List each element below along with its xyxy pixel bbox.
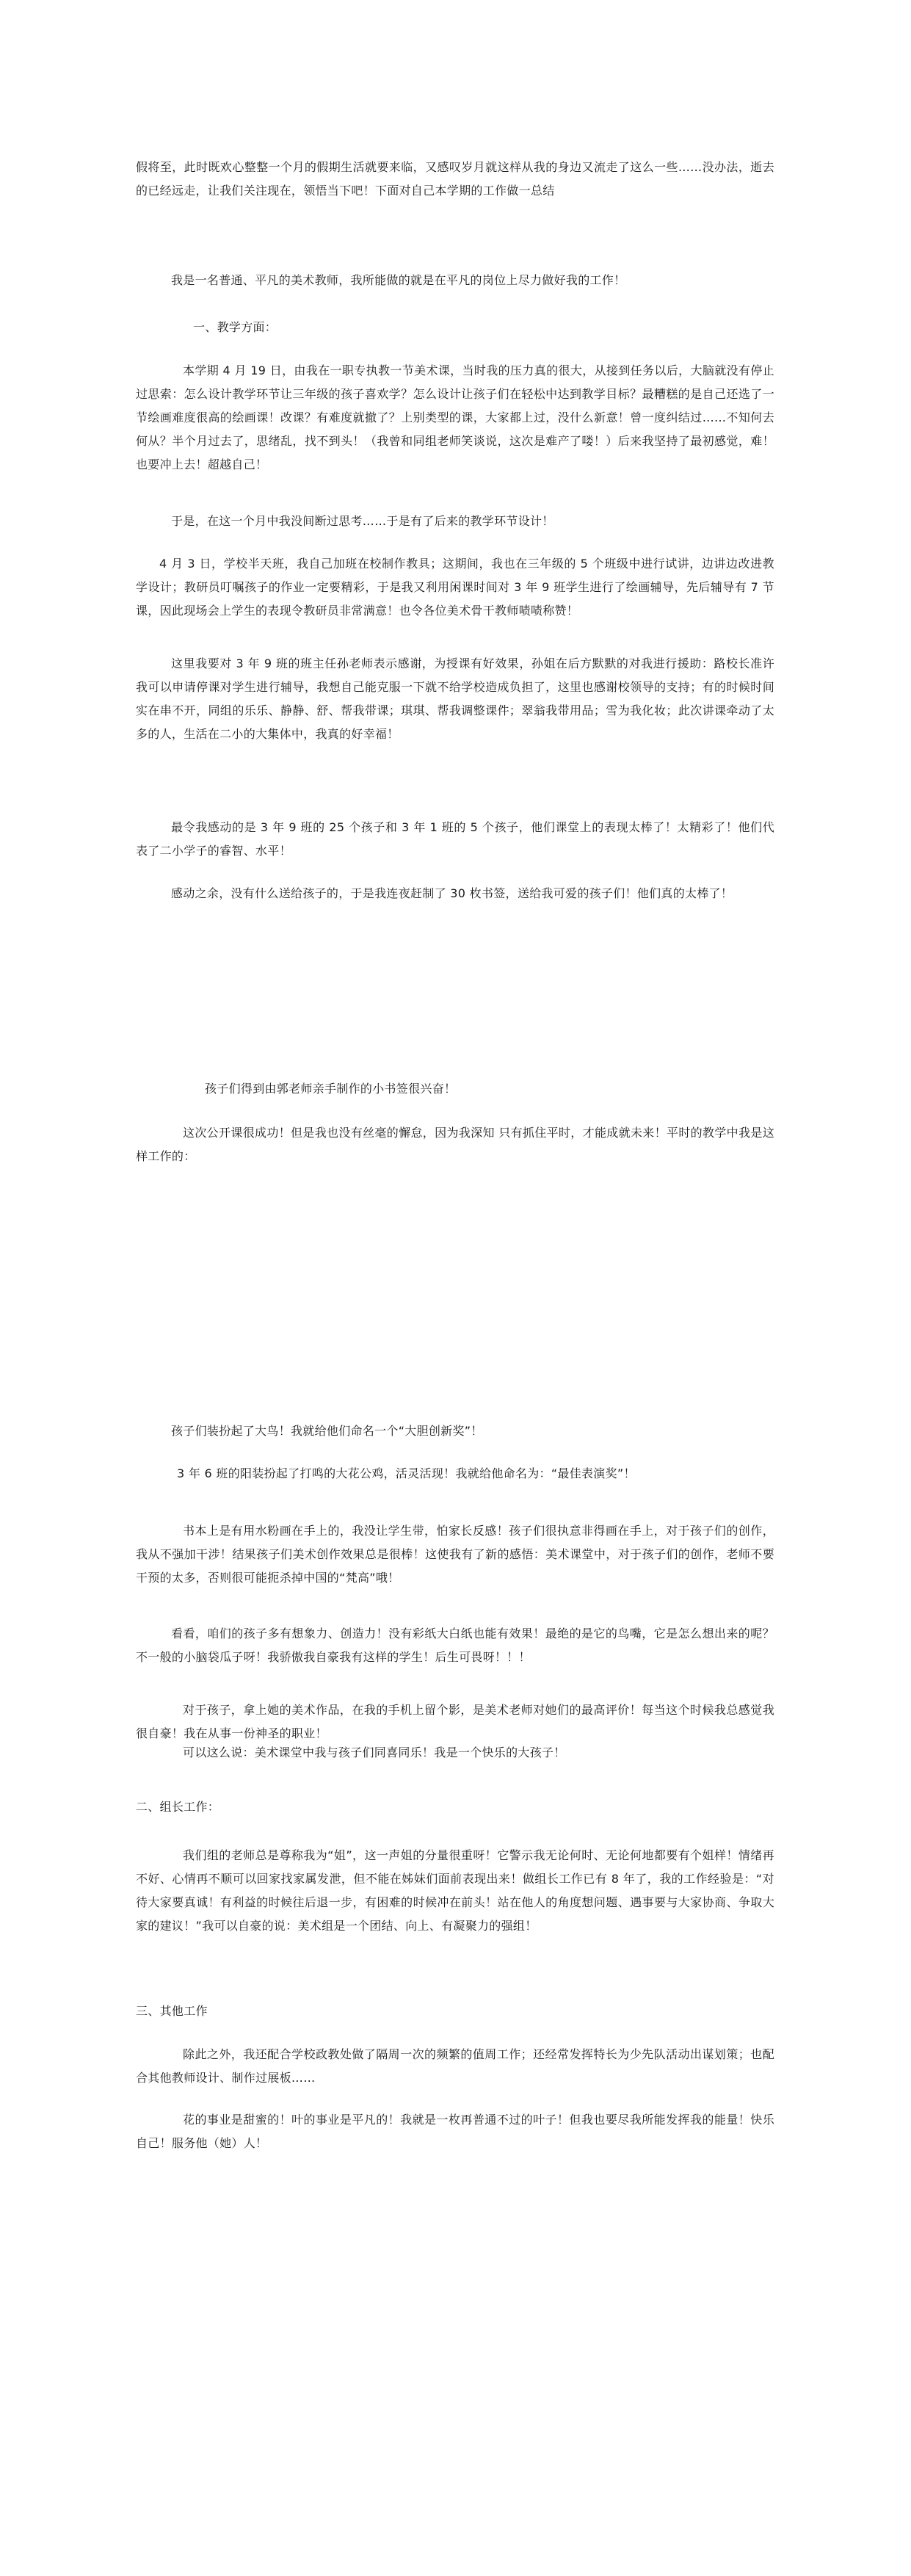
body-paragraph: 可以这么说：美术课堂中我与孩子们同喜同乐！我是一个快乐的大孩子！ [183,1745,566,1759]
intro-paragraph: 假将至，此时既欢心整整一个月的假期生活就要来临，又感叹岁月就这样从我的身边又流走了这么一些……没办法，逝去的已经远走，让我们关注现在，领悟当下吧！下面对自己本学期的工作做一总结 [136,160,774,198]
photo-caption-bookmarks: 孩子们得到由郭老师亲手制作的小书签很兴奋！ [205,1082,457,1096]
image-placeholder-lessons [136,1175,774,1417]
section-heading-other: 三、其他工作 [136,2004,208,2018]
body-paragraph: 感动之余，没有什么送给孩子的，于是我连夜赶制了 30 枚书签，送给我可爱的孩子们！他们真的太棒了！ [171,886,733,900]
body-paragraph: 除此之外，我还配合学校政教处做了隔周一次的频繁的值周工作；还经常发挥特长为少先队活动出谋划策；也配合其他教师设计、制作过展板…… [136,2047,774,2085]
body-paragraph: 4 月 3 日，学校半天班，我自己加班在校制作教具；这期间，我也在三年级的 5 个班级中进行试讲，边讲边改进教学设计；教研员叮嘱孩子的作业一定要精彩，于是我又利用闲课时间对 3 年 9 班学生进行了绘画辅导，先后辅导有 7 节课，因此现场会上学生的表现令教研员非常满意！也令各位美术骨干教师啧啧称赞！ [136,557,774,618]
photo-caption-big-bird: 孩子们装扮起了大鸟！我就给他们命名一个“大胆创新奖”！ [171,1424,483,1438]
photo-caption-rooster: 3 年 6 班的阳装扮起了打鸣的大花公鸡，活灵活现！我就给他命名为：“最佳表演奖”！ [177,1466,636,1480]
body-paragraph: 最令我感动的是 3 年 9 班的 25 个孩子和 3 年 1 班的 5 个孩子，他们课堂上的表现太棒了！太精彩了！他们代表了二小学子的睿智、水平！ [136,820,774,858]
body-paragraph: 本学期 4 月 19 日，由我在一职专执教一节美术课，当时我的压力真的很大，从接到任务以后，大脑就没有停止过思索：怎么设计教学环节让三年级的孩子喜欢学？怎么设计让孩子们在轻松中达到教学目标？最糟糕的是自己还选了一节绘画难度很高的绘画课！改课？有难度就撤了？上别类型的课，大家都上过，没什么新意！曾一度纠结过……不知何去何从？半个月过去了，思绪乱，找不到头！（我曾和同组老师笑谈说，这次是难产了喽！）后来我坚持了最初感觉，难！也要冲上去！超越自己！ [136,363,774,471]
body-paragraph: 对于孩子，拿上她的美术作品，在我的手机上留个影，是美术老师对她们的最高评价！每当这个时候我总感觉我很自豪！我在从事一份神圣的职业！ [136,1703,774,1740]
self-intro-paragraph: 我是一名普通、平凡的美术教师，我所能做的就是在平凡的岗位上尽力做好我的工作！ [171,273,626,287]
image-placeholder-bookmarks [136,947,774,1065]
section-heading-teaching: 一、教学方面： [193,320,277,334]
body-paragraph: 于是，在这一个月中我没间断过思考……于是有了后来的教学环节设计！ [171,514,554,528]
body-paragraph: 看看，咱们的孩子多有想象力、创造力！没有彩纸大白纸也能有效果！最绝的是它的鸟嘴，它是怎么想出来的呢？不一般的小脑袋瓜子呀！我骄傲我自豪我有这样的学生！后生可畏呀！！！ [136,1627,774,1664]
closing-paragraph: 花的事业是甜蜜的！叶的事业是平凡的！我就是一枚再普通不过的叶子！但我也要尽我所能发挥我的能量！快乐自己！服务他（她）人！ [136,2113,774,2150]
body-paragraph: 这里我要对 3 年 9 班的班主任孙老师表示感谢，为授课有好效果，孙姐在后方默默的对我进行援助：路校长准许我可以申请停课对学生进行辅导，我想自己能克服一下就不给学校造成负担了，这里也感谢校领导的支持；有的时候时间实在串不开，同组的乐乐、静静、舒、帮我带课；琪琪、帮我调整课件；翠翁我带用品；雪为我化妆；此次讲课牵动了太多的人，生活在二小的大集体中，我真的好幸福！ [136,656,774,741]
body-paragraph: 我们组的老师总是尊称我为“姐”，这一声姐的分量很重呀！它警示我无论何时、无论何地都要有个姐样！情绪再不好、心情再不顺可以回家找家属发泄，但不能在姊妹们面前表现出来！做组长工作已有 8 年了，我的工作经验是：“对待大家要真诚！有利益的时候往后退一步，有困难的时候冲在前头！站在他人的角度想问题、遇事要与大家协商、争取大家的建议！”我可以自豪的说：美术组是一个团结、向上、有凝聚力的强组！ [136,1848,774,1933]
section-heading-leader: 二、组长工作： [136,1800,220,1814]
body-paragraph: 书本上是有用水粉画在手上的，我没让学生带，怕家长反感！孩子们很执意非得画在手上，对于孩子们的创作，我从不强加干涉！结果孩子们美术创作效果总是很棒！这使我有了新的感悟：美术课堂中，对于孩子们的创作，老师不要干预的太多，否则很可能扼杀掉中国的“梵高”哦！ [136,1524,774,1585]
body-paragraph: 这次公开课很成功！但是我也没有丝毫的懈怠，因为我深知 只有抓住平时，才能成就未来！平时的教学中我是这样工作的： [136,1126,774,1163]
